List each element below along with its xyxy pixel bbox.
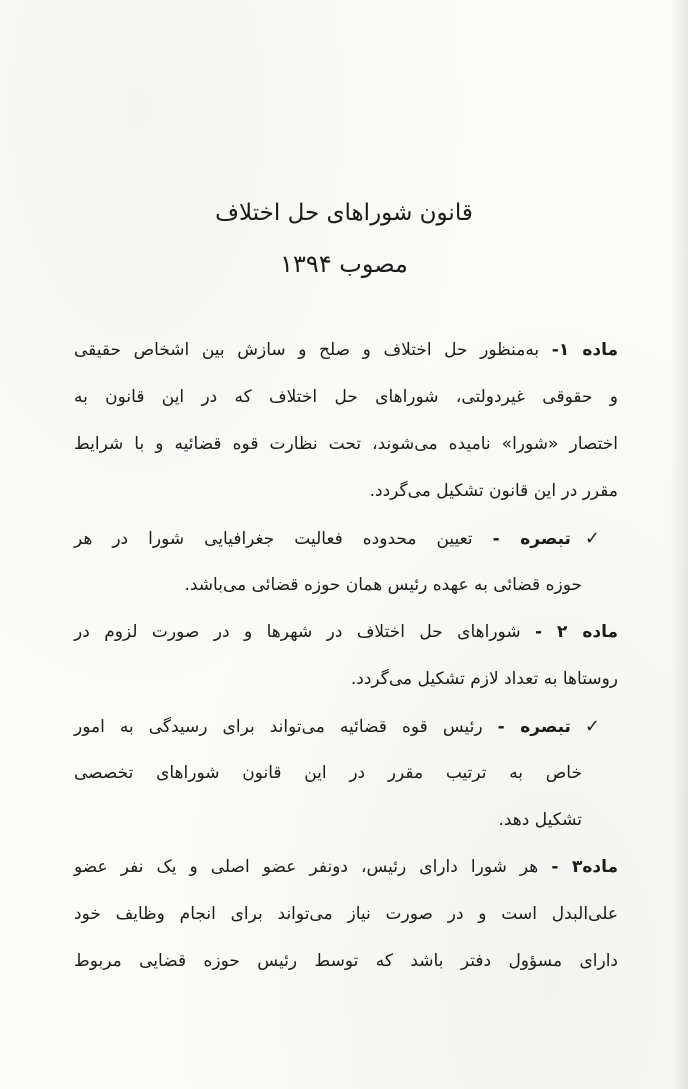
note-2-line-1: ✓تبصره - رئیس قوه قضائیه می‌تواند برای رسیدگی به امور [74,703,618,750]
article-1-line-4: مقرر در این قانون تشکیل می‌گردد. [369,481,618,501]
document-body [74,327,618,985]
note-1-line-1: ✓تبصره - تعیین محدوده فعالیت جغرافیایی شورا در هر [74,515,618,562]
article-2-label: ماده ۲ - [535,622,618,642]
page-edge-shadow [670,0,688,1089]
article-2-line-2: روستاها به تعداد لازم تشکیل می‌گردد. [350,669,618,689]
checkmark-icon: ✓ [584,716,601,737]
article-1-label: ماده ۱- [551,340,618,360]
note-1-line-2: حوزه قضائی به عهده رئیس همان حوزه قضائی می‌باشد. [184,575,582,595]
note-1-label: تبصره - [492,529,571,549]
note-2-line-3: تشکیل دهد. [498,810,582,830]
article-3-line-1: ماده۳ - هر شورا دارای رئیس، دونفر عضو اصلی و یک نفر عضو [74,857,618,877]
article-1-line-3: اختصار «شورا» نامیده می‌شوند، تحت نظارت قوه قضائیه و با شرایط [74,434,618,454]
article-3-label: ماده۳ - [551,857,618,877]
article-3-line-3: دارای مسؤول دفتر باشد که توسط رئیس حوزه قضایی مربوط [74,951,618,971]
article-2-line-1: ماده ۲ - شوراهای حل اختلاف در شهرها و در صورت لزوم در [74,622,618,642]
law-approval-year: مصوب ۱۳۹۴ [280,250,408,278]
article-1-line-1: ماده ۱- به‌منظور حل اختلاف و صلح و سازش بین اشخاص حقیقی [74,340,618,360]
checkmark-icon: ✓ [584,528,600,549]
note-2-label: تبصره - [497,717,571,737]
article-3-line-2: علی‌البدل است و در صورت نیاز می‌تواند برای انجام وظایف خود [74,904,618,924]
note-2-line-2: خاص به ترتیب مقرر در این قانون شوراهای تخصصی [74,763,582,783]
article-1-line-2: و حقوقی غیردولتی، شوراهای حل اختلاف که در این قانون به [74,387,618,407]
law-title: قانون شوراهای حل اختلاف [215,200,473,226]
